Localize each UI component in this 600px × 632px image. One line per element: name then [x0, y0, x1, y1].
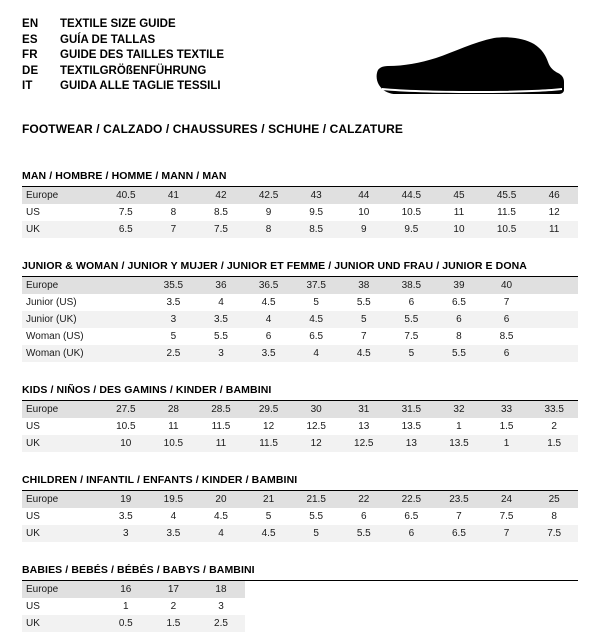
cell — [530, 345, 578, 362]
cell: 3 — [197, 345, 245, 362]
cell: 28 — [150, 401, 198, 418]
cell-empty — [483, 581, 531, 598]
cell: 25 — [530, 491, 578, 508]
cell-empty — [292, 598, 340, 615]
cell: 31.5 — [388, 401, 436, 418]
table-row — [22, 311, 578, 328]
cell: 8.5 — [499, 331, 514, 342]
cell: 3 — [218, 601, 224, 612]
cell: 2.5 — [150, 345, 198, 362]
cell: 27.5 — [102, 401, 150, 418]
cell-empty — [340, 598, 388, 615]
cell: 11.5 — [245, 435, 293, 452]
size-table — [22, 277, 578, 362]
cell: 10.5 — [116, 421, 136, 432]
cell: 12 — [292, 435, 340, 452]
cell: 5.5 — [309, 511, 324, 522]
row-label: US — [26, 601, 40, 612]
cell: 4.5 — [340, 345, 388, 362]
language-code: FR — [22, 49, 38, 61]
cell: 45 — [435, 187, 483, 204]
section-title: CHILDREN / INFANTIL / ENFANTS / KINDER / BAMBINI — [22, 474, 298, 486]
cell: 13.5 — [401, 421, 422, 432]
table-row — [22, 435, 578, 452]
cell: 1.5 — [499, 421, 514, 432]
table-row — [22, 328, 578, 345]
cell: 6 — [483, 345, 531, 362]
table-row — [22, 418, 578, 435]
language-code: IT — [22, 80, 33, 92]
cell: 33 — [483, 401, 531, 418]
table-row — [22, 204, 578, 221]
cell-empty — [483, 615, 531, 632]
cell: 46 — [530, 187, 578, 204]
cell: 7 — [503, 297, 510, 308]
language-text: GUÍA DE TALLAS — [60, 33, 156, 46]
cell: 4 — [292, 345, 340, 362]
cell: 1.5 — [150, 615, 198, 632]
table-row — [22, 598, 578, 615]
cell-empty — [245, 615, 293, 632]
language-code: DE — [22, 64, 39, 77]
row-label: US — [26, 421, 40, 432]
cell-empty — [245, 581, 293, 598]
cell: 7.5 — [197, 221, 245, 238]
cell-empty — [292, 615, 340, 632]
language-text: GUIDE DES TAILLES TEXTILE — [60, 49, 224, 61]
cell: 10 — [102, 435, 150, 452]
cell: 44.5 — [388, 187, 436, 204]
cell: 39 — [435, 277, 483, 294]
table-row — [22, 345, 578, 362]
cell: 7 — [360, 331, 367, 342]
cell — [530, 277, 578, 294]
cell: 44 — [340, 187, 388, 204]
cell-empty — [530, 615, 578, 632]
cell: 31 — [340, 401, 388, 418]
cell: 42 — [197, 187, 245, 204]
table-row — [22, 581, 578, 598]
cell: 8 — [456, 331, 462, 342]
cell: 12 — [263, 421, 275, 432]
cell: 6 — [483, 311, 531, 328]
cell: 2 — [170, 601, 177, 612]
cell: 1 — [123, 601, 129, 612]
cell-empty — [292, 581, 340, 598]
cell: 10 — [358, 207, 370, 218]
row-label: Junior (UK) — [22, 311, 102, 328]
row-label: UK — [22, 615, 102, 632]
section-children — [22, 474, 578, 542]
cell: 8 — [170, 207, 177, 218]
cell-empty — [388, 598, 436, 615]
cell-empty — [388, 615, 436, 632]
row-label: UK — [22, 435, 102, 452]
cell-empty — [435, 598, 483, 615]
section-babies — [22, 564, 578, 632]
cell: 2 — [551, 421, 557, 432]
cell: 38.5 — [388, 277, 436, 294]
cell: 40 — [483, 277, 531, 294]
cell: 12 — [548, 207, 560, 218]
cell: 33.5 — [530, 401, 578, 418]
cell-empty — [435, 581, 483, 598]
cell: 18 — [197, 581, 245, 598]
cell: 43 — [292, 187, 340, 204]
cell: 3.5 — [150, 525, 198, 542]
cell: 28.5 — [197, 401, 245, 418]
language-list — [22, 18, 224, 96]
cell — [530, 328, 578, 345]
cell: 7 — [456, 511, 462, 522]
cell-empty — [530, 581, 578, 598]
row-label: Europe — [22, 401, 102, 418]
cell: 9 — [340, 221, 388, 238]
table-row — [22, 221, 578, 238]
cell: 4.5 — [292, 311, 340, 328]
cell: 7 — [483, 525, 531, 542]
cell: 11 — [530, 221, 578, 238]
row-label: Woman (US) — [26, 331, 84, 342]
language-row — [22, 18, 224, 34]
cell: 9.5 — [309, 207, 324, 218]
header — [22, 18, 578, 108]
language-text: TEXTILE SIZE GUIDE — [60, 18, 176, 30]
cell: 6.5 — [404, 511, 419, 522]
table-row — [22, 401, 578, 418]
cell: 8 — [551, 511, 557, 522]
dress-shoe-icon — [374, 28, 564, 108]
cell: 6 — [265, 331, 272, 342]
row-label: Europe — [22, 187, 102, 204]
cell: 5.5 — [214, 331, 228, 342]
cell — [102, 345, 150, 362]
cell — [102, 311, 150, 328]
language-text: TEXTILGRÖßENFÜHRUNG — [60, 64, 207, 77]
cell: 36.5 — [245, 277, 293, 294]
section-junior-woman — [22, 260, 578, 362]
cell: 3.5 — [245, 345, 293, 362]
cell: 7.5 — [530, 525, 578, 542]
cell: 29.5 — [245, 401, 293, 418]
cell: 5 — [170, 331, 177, 342]
cell: 11.5 — [211, 421, 231, 432]
cell: 13 — [388, 435, 436, 452]
cell: 7 — [150, 221, 198, 238]
row-label: Europe — [22, 581, 102, 598]
size-table — [22, 491, 578, 542]
cell: 1.5 — [530, 435, 578, 452]
row-label: UK — [22, 221, 102, 238]
language-row — [22, 49, 224, 65]
cell: 3.5 — [166, 297, 181, 308]
cell: 4.5 — [261, 297, 276, 308]
cell: 5.5 — [435, 345, 483, 362]
row-label: US — [26, 511, 40, 522]
section-title: MAN / HOMBRE / HOMME / MANN / MAN — [22, 170, 227, 182]
cell: 41 — [150, 187, 198, 204]
cell: 2.5 — [197, 615, 245, 632]
cell: 6 — [435, 311, 483, 328]
cell: 10.5 — [401, 207, 422, 218]
cell-empty — [530, 598, 578, 615]
cell: 21.5 — [292, 491, 340, 508]
language-row — [22, 80, 224, 96]
language-code: ES — [22, 33, 38, 46]
cell: 9 — [265, 207, 272, 218]
cell: 5.5 — [388, 311, 436, 328]
cell: 5 — [292, 525, 340, 542]
cell: 5 — [313, 297, 319, 308]
section-title: BABIES / BEBÉS / BÉBÉS / BABYS / BAMBINI — [22, 564, 255, 576]
table-row — [22, 615, 578, 632]
table-row — [22, 508, 578, 525]
cell — [102, 328, 150, 345]
cell: 6 — [408, 297, 415, 308]
cell-empty — [388, 581, 436, 598]
language-row — [22, 65, 224, 81]
cell: 9.5 — [388, 221, 436, 238]
cell: 40.5 — [102, 187, 150, 204]
cell: 45.5 — [483, 187, 531, 204]
cell-empty — [340, 581, 388, 598]
row-label: Europe — [22, 277, 102, 294]
cell: 8.5 — [214, 207, 228, 218]
table-row — [22, 294, 578, 311]
cell: 4 — [197, 525, 245, 542]
cell: 3 — [102, 525, 150, 542]
cell: 7.5 — [118, 207, 133, 218]
cell — [530, 294, 578, 311]
cell: 19.5 — [150, 491, 198, 508]
cell: 8.5 — [292, 221, 340, 238]
cell: 5.5 — [340, 525, 388, 542]
cell: 12.5 — [340, 435, 388, 452]
cell: 38 — [340, 277, 388, 294]
cell: 6 — [360, 511, 367, 522]
cell: 10.5 — [150, 435, 198, 452]
cell: 10.5 — [483, 221, 531, 238]
cell: 17 — [150, 581, 198, 598]
cell: 13.5 — [435, 435, 483, 452]
cell — [102, 277, 150, 294]
size-table — [22, 401, 578, 452]
cell-empty — [340, 615, 388, 632]
row-label: Woman (UK) — [22, 345, 102, 362]
cell: 6.5 — [452, 297, 466, 308]
row-label: UK — [22, 525, 102, 542]
cell: 19 — [102, 491, 150, 508]
cell: 4 — [170, 511, 177, 522]
row-label: Junior (US) — [26, 297, 77, 308]
category-title: FOOTWEAR / CALZADO / CHAUSSURES / SCHUHE / CALZATURE — [22, 122, 403, 136]
cell: 4.5 — [214, 511, 228, 522]
cell: 5 — [265, 511, 272, 522]
section-title: JUNIOR & WOMAN / JUNIOR Y MUJER / JUNIOR ET FEMME / JUNIOR UND FRAU / JUNIOR E DONA — [22, 260, 527, 272]
cell: 5.5 — [356, 297, 371, 308]
cell: 30 — [292, 401, 340, 418]
cell: 4.5 — [245, 525, 293, 542]
cell: 7.5 — [404, 331, 419, 342]
cell-empty — [483, 598, 531, 615]
table-row — [22, 491, 578, 508]
cell: 6.5 — [102, 221, 150, 238]
cell: 7.5 — [499, 511, 514, 522]
language-text: GUIDA ALLE TAGLIE TESSILI — [60, 80, 221, 92]
cell: 11.5 — [497, 207, 516, 218]
cell: 16 — [102, 581, 150, 598]
table-row — [22, 187, 578, 204]
size-table — [22, 187, 578, 238]
cell: 22 — [340, 491, 388, 508]
language-list-body — [22, 18, 224, 96]
cell: 42.5 — [245, 187, 293, 204]
cell: 12.5 — [306, 421, 326, 432]
cell: 11 — [453, 207, 465, 218]
cell: 4 — [218, 297, 224, 308]
cell: 3 — [150, 311, 198, 328]
cell: 0.5 — [102, 615, 150, 632]
cell: 6.5 — [435, 525, 483, 542]
cell: 21 — [245, 491, 293, 508]
cell: 22.5 — [388, 491, 436, 508]
cell-empty — [245, 598, 293, 615]
language-row — [22, 34, 224, 50]
cell: 11 — [168, 421, 179, 432]
section-man — [22, 170, 578, 238]
cell: 20 — [197, 491, 245, 508]
cell: 1 — [456, 421, 462, 432]
row-label: Europe — [22, 491, 102, 508]
size-table — [22, 581, 578, 632]
row-label: US — [26, 207, 40, 218]
cell: 11 — [197, 435, 245, 452]
table-row — [22, 277, 578, 294]
cell: 23.5 — [435, 491, 483, 508]
section-title: KIDS / NIÑOS / DES GAMINS / KINDER / BAMBINI — [22, 384, 272, 396]
cell: 3.5 — [197, 311, 245, 328]
cell: 3.5 — [118, 511, 133, 522]
cell: 6.5 — [309, 331, 324, 342]
cell-empty — [435, 615, 483, 632]
cell: 32 — [435, 401, 483, 418]
cell — [102, 294, 150, 311]
cell: 13 — [358, 421, 370, 432]
cell: 1 — [483, 435, 531, 452]
cell: 6 — [388, 525, 436, 542]
cell: 8 — [245, 221, 293, 238]
cell: 35.5 — [150, 277, 198, 294]
cell: 4 — [245, 311, 293, 328]
cell: 37.5 — [292, 277, 340, 294]
cell: 24 — [483, 491, 531, 508]
cell: 10 — [435, 221, 483, 238]
cell: 5 — [340, 311, 388, 328]
language-code: EN — [22, 18, 39, 30]
table-row — [22, 525, 578, 542]
cell — [530, 311, 578, 328]
cell: 36 — [197, 277, 245, 294]
section-kids — [22, 384, 578, 452]
cell: 5 — [388, 345, 436, 362]
